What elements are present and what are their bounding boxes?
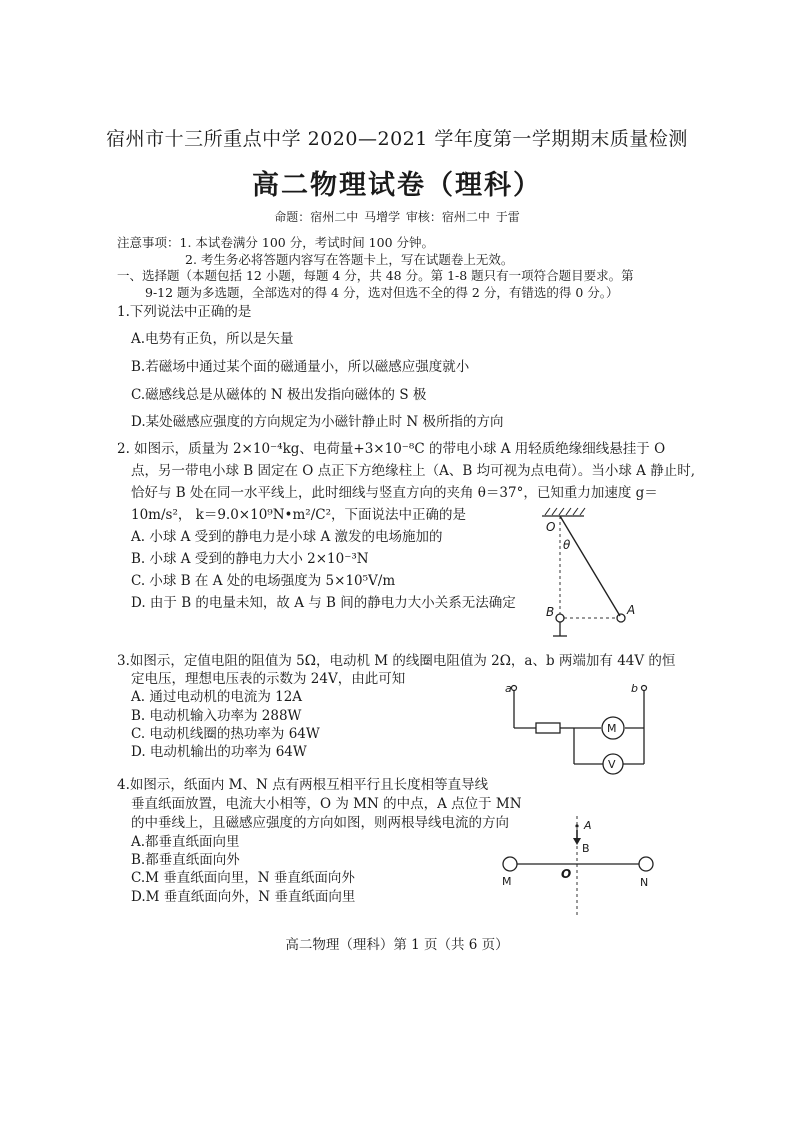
ball-a [617,614,625,622]
q1-option-b: B.若磁场中通过某个面的磁通量小，所以磁感应强度就小 [131,359,470,375]
q4-stem-line-2: 垂直纸面放置，电流大小相等，O 为 MN 的中点，A 点位于 MN [131,796,522,812]
ceiling-hatch [545,508,585,515]
label-b: b [631,682,638,695]
q2-option-a: A. 小球 A 受到的静电力是小球 A 激发的电场施加的 [131,529,443,545]
wire-m [503,857,517,871]
label-o: O [546,520,556,534]
q2-stem-line-1: 2. 如图示，质量为 2×10⁻⁴kg、电荷量+3×10⁻⁸C 的带电小球 A 用轻质绝缘细线悬挂于 O [117,441,666,457]
label-a: A [584,819,592,832]
q3-stem-line-1: 3.如图示，定值电阻的阻值为 5Ω，电动机 M 的线圈电阻值为 2Ω，a、b 两端加有 44V 的恒 [117,653,676,669]
field-arrow-head [573,838,581,845]
q4-stem-line-3: 的中垂线上，且磁感应强度的方向如图，则两根导线电流的方向 [131,815,509,831]
page-footer: 高二物理（理科）第 1 页（共 6 页） [285,937,509,953]
q2-stem-line-3: 恰好与 B 处在同一水平线上，此时细线与竖直方向的夹角 θ＝37°，已知重力加速度 g＝ [131,485,658,501]
wire-n [639,857,653,871]
section-heading-line-1: 一、选择题（本题包括 12 小题，每题 4 分，共 48 分。第 1-8 题只有一项符合题目要求。第 [117,268,634,283]
label-a: A [627,603,636,617]
q4-option-a: A.都垂直纸面向里 [131,834,240,850]
label-m: M [502,875,512,888]
wires-field-figure [494,812,674,920]
resistor [536,723,560,733]
exam-title: 宿州市十三所重点中学 2020—2021 学年度第一学期期末质量检测 [106,128,688,150]
q3-option-d: D. 电动机输出的功率为 64W [131,744,307,760]
label-v: V [608,758,616,771]
q4-option-b: B.都垂直纸面向外 [131,852,240,868]
section-heading-line-2: 9-12 题为多选题，全部选对的得 4 分，选对但选不全的得 2 分，有错选的得 0 分。） [145,285,619,300]
label-o: O [561,867,572,881]
paper-subtitle: 高二物理试卷（理科） [252,170,542,201]
q2-option-b: B. 小球 A 受到的静电力大小 2×10⁻³N [131,551,369,567]
q4-option-c: C.M 垂直纸面向里，N 垂直纸面向外 [131,870,355,886]
point-a [575,824,578,827]
q1-stem: 1.下列说法中正确的是 [117,304,252,320]
q3-option-b: B. 电动机输入功率为 288W [131,708,302,724]
q3-option-a: A. 通过电动机的电流为 12A [131,689,303,705]
label-theta: θ [563,538,571,552]
q3-option-c: C. 电动机线圈的热功率为 64W [131,726,320,742]
q2-option-c: C. 小球 B 在 A 处的电场强度为 5×10⁵V/m [131,573,396,589]
q1-option-c: C.磁感线总是从磁体的 N 极出发指向磁体的 S 极 [131,387,427,403]
q2-option-d: D. 由于 B 的电量未知，故 A 与 B 间的静电力大小关系无法确定 [131,595,516,611]
author-line: 命题：宿州二中 马增学 审核：宿州二中 于雷 [274,210,520,224]
q2-stem-line-4: 10m/s²， k＝9.0×10⁹N•m²/C²，下面说法中正确的是 [131,507,466,523]
q1-option-d: D.某处磁感应强度的方向规定为小磁针静止时 N 极所指的方向 [131,414,504,430]
label-n: N [640,876,649,889]
q1-option-a: A.电势有正负，所以是矢量 [131,331,294,347]
terminal-a [512,686,517,691]
q2-stem-line-2: 点，另一带电小球 B 固定在 O 点正下方绝缘柱上（A、B 均可视为点电荷）。当小球 A 静止时, [131,463,695,479]
pendulum-figure [536,504,646,644]
label-b: B [546,605,555,619]
q4-option-d: D.M 垂直纸面向外，N 垂直纸面向里 [131,889,356,905]
label-a: a [505,682,512,695]
circuit-figure [498,680,658,780]
q3-stem-line-2: 定电压，理想电压表的示数为 24V，由此可知 [131,671,406,687]
q4-stem-line-1: 4.如图示，纸面内 M、N 点有两根互相平行且长度相等直导线 [117,777,489,793]
note-line-2: 2. 考生务必将答题内容写在答题卡上，写在试题卷上无效。 [185,252,514,267]
terminal-b [642,686,647,691]
note-line-1: 注意事项：1. 本试卷满分 100 分，考试时间 100 分钟。 [117,235,435,250]
label-b: B [582,842,590,855]
pendulum-string [560,516,620,616]
ball-b [556,614,564,622]
label-m: M [607,722,617,735]
